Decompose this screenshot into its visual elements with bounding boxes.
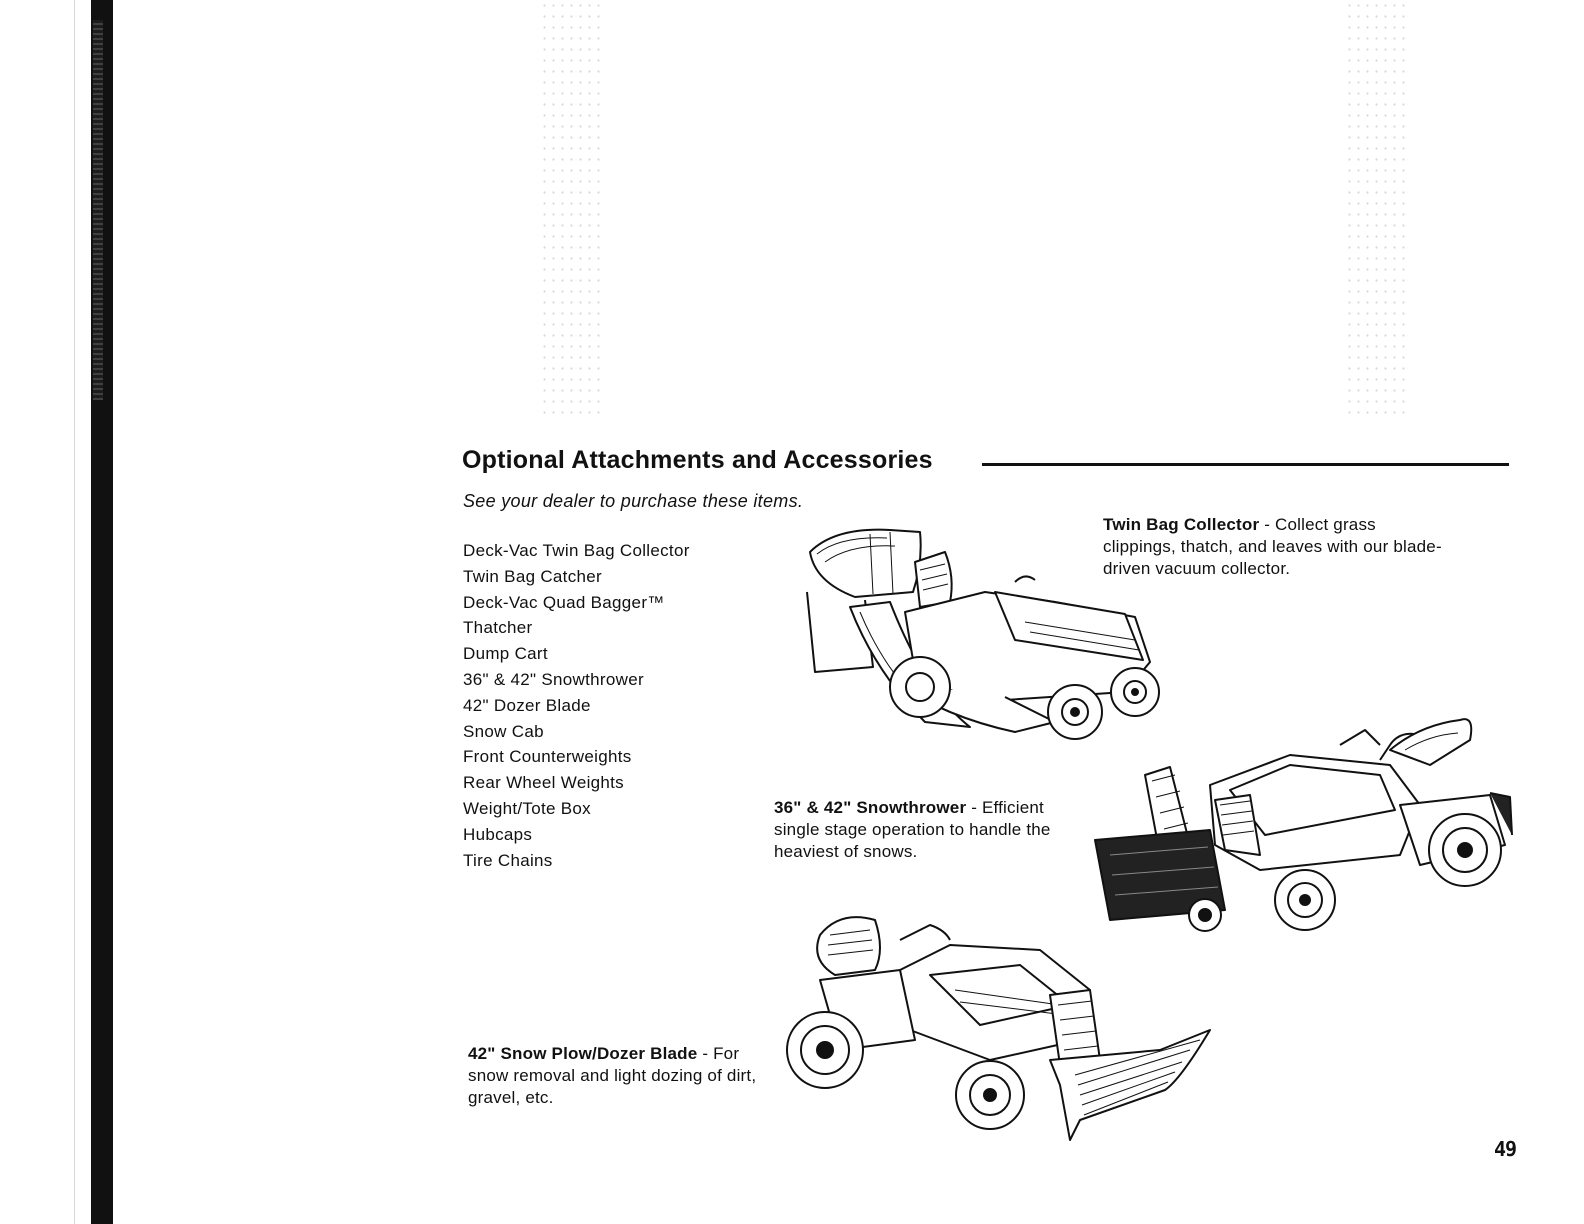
scan-speckle-right: [1345, 0, 1405, 415]
list-item: Deck-Vac Quad Bagger™: [463, 592, 665, 612]
list-item: 42" Dozer Blade: [463, 695, 591, 715]
list-item: Snow Cab: [463, 721, 544, 741]
caption-title: 36" & 42" Snowthrower: [774, 798, 967, 817]
list-item: Hubcaps: [463, 824, 533, 844]
list-item: Twin Bag Catcher: [463, 566, 602, 586]
caption-title: Twin Bag Collector: [1103, 515, 1260, 534]
title-rule: [982, 463, 1509, 466]
caption-text: - Collect grass clippings, thatch, and leaves with our blade-driven vacuum collector.: [1103, 515, 1442, 578]
tractor-with-snowthrower-illustration: [1090, 705, 1515, 945]
list-item: 36" & 42" Snowthrower: [463, 669, 644, 689]
list-item: Tire Chains: [463, 850, 553, 870]
page-number: 49: [1494, 1137, 1517, 1161]
binding-grain: [93, 20, 103, 400]
binding-edge-line: [74, 0, 75, 1224]
list-item: Rear Wheel Weights: [463, 773, 624, 793]
binding-bar: [91, 0, 113, 1224]
list-item: Weight/Tote Box: [463, 798, 591, 818]
caption-title: 42" Snow Plow/Dozer Blade: [468, 1044, 698, 1063]
accessory-list: [463, 538, 690, 873]
tractor-with-snow-plow-blade-illustration: [780, 910, 1215, 1150]
list-item: Dump Cart: [463, 644, 548, 664]
caption-text: - Efficient single stage operation to handle the heaviest of snows.: [774, 798, 1051, 861]
list-item: Thatcher: [463, 618, 533, 638]
page-title: Optional Attachments and Accessories: [462, 446, 933, 474]
list-item: Deck-Vac Twin Bag Collector: [463, 541, 690, 560]
scan-speckle-left: [540, 0, 600, 415]
snowthrower-caption: [774, 797, 1094, 863]
page-subtitle: See your dealer to purchase these items.: [463, 491, 804, 511]
caption-text: - For snow removal and light dozing of dirt, gravel, etc.: [468, 1044, 757, 1107]
snow-plow-caption: [468, 1043, 768, 1109]
list-item: Front Counterweights: [463, 747, 632, 767]
